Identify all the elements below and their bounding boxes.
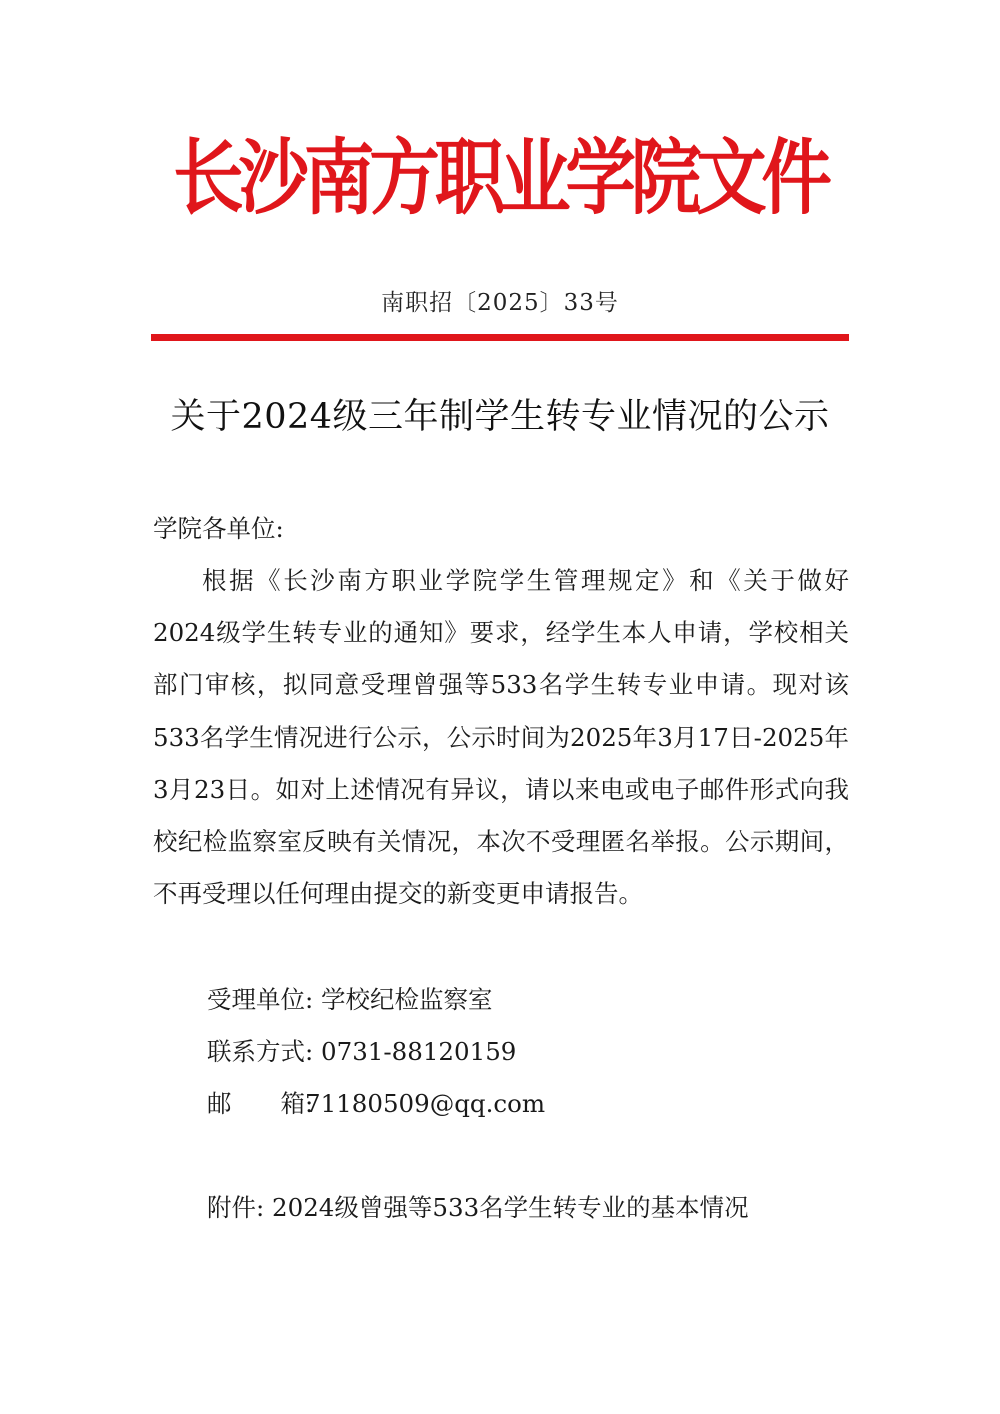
email-address[interactable]: 71180509@qq.com <box>305 1089 546 1118</box>
email-label: 邮 箱: <box>207 1089 314 1118</box>
contact-phone: 联系方式: 0731-88120159 <box>207 1037 517 1066</box>
red-divider-line <box>151 334 849 341</box>
attachment-note: 附件: 2024级曾强等533名学生转专业的基本情况 <box>207 1193 749 1222</box>
contact-email <box>207 1078 545 1130</box>
notice-title: 关于2024级三年制学生转专业情况的公示 <box>170 397 830 437</box>
masthead-title: 长沙南方职业学院文件 <box>173 130 827 226</box>
document-number: 南职招〔2025〕33号 <box>381 290 619 316</box>
salutation: 学院各单位: <box>153 514 284 543</box>
notice-body-paragraph: 根据《长沙南方职业学院学生管理规定》和《关于做好2024级学生转专业的通知》要求，经学生本人申请，学校相关部门审核，拟同意受理曾强等533名学生转专业申请。现对该533名学生情况进行公示，公示时间为2025年3月17日-2025年3月23日。如对上述情况有异议，请以来电或电子邮件形式向我校纪检监察室反映有关情况，本次不受理匿名举报。公示期间，不再受理以任何理由提交的新变更申请报告。 <box>153 566 849 909</box>
contact-unit: 受理单位: 学校纪检监察室 <box>207 985 493 1014</box>
